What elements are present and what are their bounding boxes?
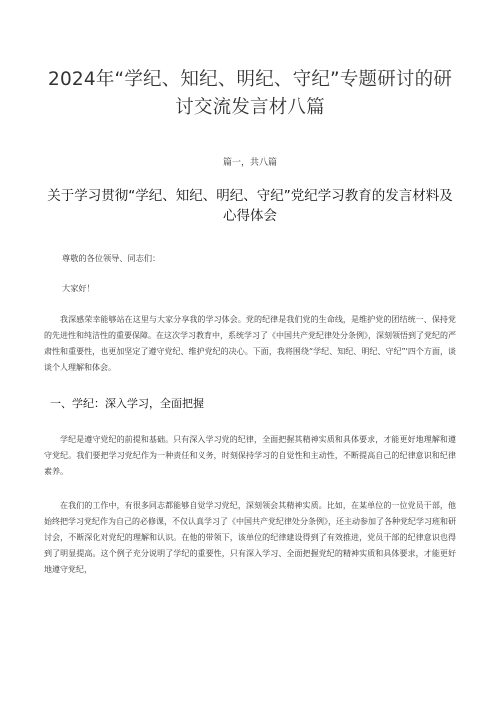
section-paragraph: 在我们的工作中，有很多同志都能够自觉学习党纪，深刻领会其精神实质。比如，在某单位的一位党员干部，他始终把学习党纪作为自己的必修课，不仅认真学习了《中国共产党纪律处分条例》，还主动参加了各种党纪学习班和研讨会，不断深化对党纪的理解和认识。在他的带领下，该单位的纪律建设得到了有效推进，党员干部的纪律意识也得到了明显提高。这个例子充分说明了学纪的重要性，只有深入学习、全面把握党纪的精神实质和具体要求，才能更好地遵守党纪， — [44, 501, 456, 574]
chapter-label: 篇一，共八篇 — [222, 158, 277, 168]
hello-line: 大家好！ — [62, 283, 95, 293]
section-paragraph: 学纪是遵守党纪的前提和基础。只有深入学习党的纪律，全面把握其精神实质和具体要求，才能更好地理解和遵守党纪。我们要把学习党纪作为一种责任和义务，时刻保持学习的自觉性和主动性，不断提高自己的纪律意识和纪律素养。 — [44, 435, 456, 476]
sub-title: 关于学习贯彻“学纪、知纪、明纪、守纪”党纪学习教育的发言材料及心得体会 — [47, 188, 453, 224]
greeting-line: 尊敬的各位领导、同志们： — [62, 253, 161, 263]
intro-paragraph: 我深感荣幸能够站在这里与大家分享我的学习体会。党的纪律是我们党的生命线，是维护党的团结统一、保持党的先进性和纯洁性的重要保障。在这次学习教育中，系统学习了《中国共产党纪律处分条例》，深刻领悟到了党纪的严肃性和重要性，也更加坚定了遵守党纪、维护党纪的决心。下面，我将围绕“学纪、知纪、明纪、守纪”'四个方面，谈谈个人理解和体会。 — [44, 315, 456, 372]
section-heading: 一、学纪：深入学习，全面把握 — [50, 397, 204, 410]
main-title: 2024年“学纪、知纪、明纪、守纪”专题研讨的研讨交流发言材八篇 — [47, 69, 453, 118]
